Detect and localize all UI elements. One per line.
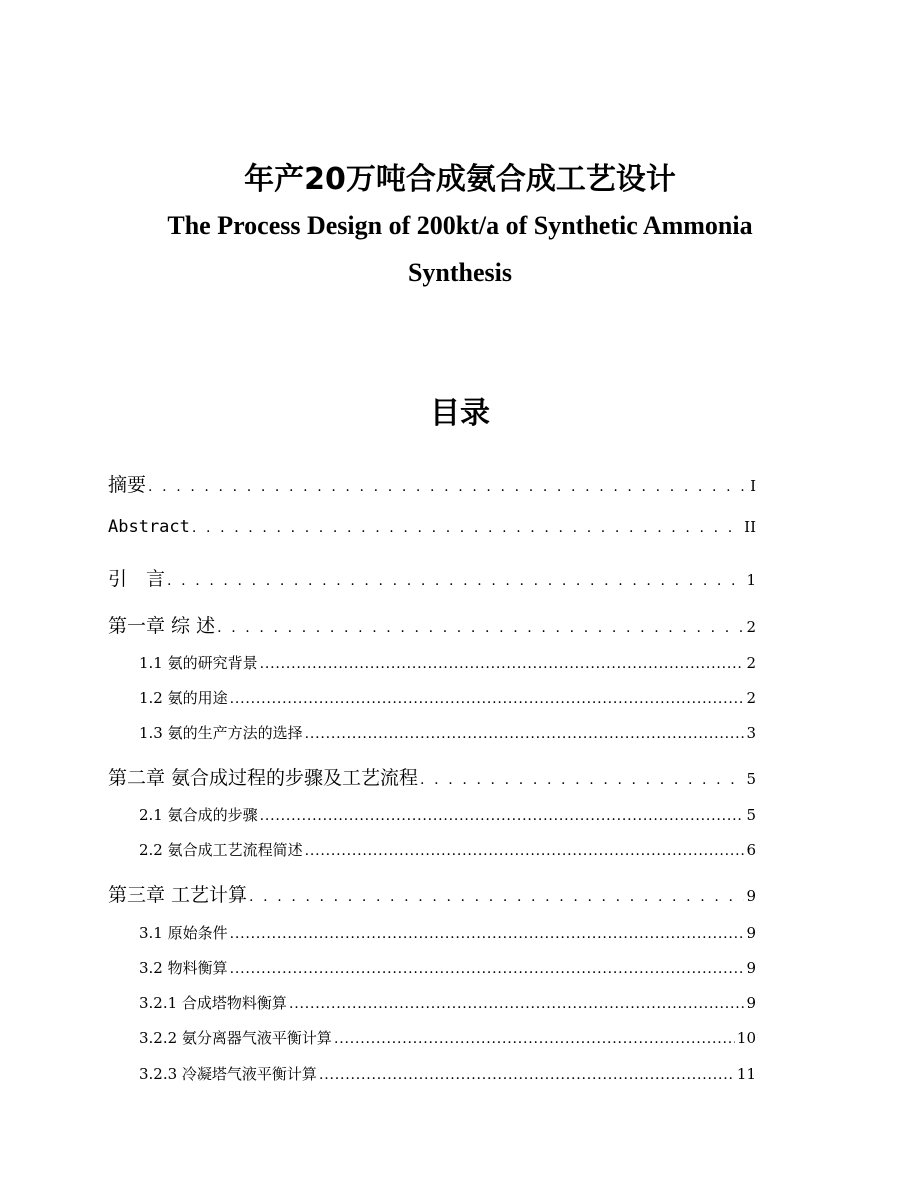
toc-entry-label: 3.2 物料衡算 [139, 959, 228, 977]
toc-leader-dots [305, 726, 745, 742]
toc-entry-2-2[interactable] [139, 839, 756, 865]
document-title-english-line1: The Process Design of 200kt/a of Synthetic Ammonia [167, 211, 753, 240]
toc-entry-label: 第二章 氨合成过程的步骤及工艺流程 [108, 767, 419, 789]
toc-entry-label: 摘要 [108, 474, 147, 496]
toc-leader-dots [420, 772, 744, 788]
toc-leader-dots [230, 926, 745, 942]
toc-entry-chapter-1[interactable] [108, 611, 756, 637]
toc-entry-label: 第一章 综 述 [108, 615, 216, 637]
toc-entry-2-1[interactable] [139, 804, 756, 830]
toc-entry-3-2-1[interactable] [139, 992, 756, 1018]
toc-entry-page: 6 [746, 841, 756, 859]
toc-entry-label: 3.2.3 冷凝塔气液平衡计算 [139, 1065, 317, 1083]
toc-entry-page: I [750, 477, 756, 495]
toc-leader-dots [305, 843, 745, 859]
toc-entry-3-2-3[interactable] [139, 1063, 756, 1089]
toc-entry-chapter-2[interactable] [108, 763, 756, 789]
toc-leader-dots [230, 961, 745, 977]
toc-entry-label: 1.1 氨的研究背景 [139, 654, 258, 672]
toc-entry-label: 2.2 氨合成工艺流程简述 [139, 841, 303, 859]
toc-entry-page: 1 [746, 571, 756, 589]
toc-entry-abstract-zh[interactable] [108, 470, 756, 496]
toc-entry-label: 第三章 工艺计算 [108, 884, 248, 906]
toc-entry-3-2[interactable] [139, 957, 756, 983]
toc-leader-dots [249, 889, 744, 905]
toc-entry-1-3[interactable] [139, 722, 756, 748]
toc-entry-label: 3.2.1 合成塔物料衡算 [139, 994, 287, 1012]
toc-leader-dots [289, 996, 745, 1012]
toc-entry-1-2[interactable] [139, 687, 756, 713]
toc-leader-dots [217, 620, 744, 636]
toc-entry-page: 5 [746, 806, 756, 824]
toc-entry-page: 10 [736, 1029, 756, 1047]
toc-entry-chapter-3[interactable] [108, 880, 756, 906]
toc-entry-page: 9 [746, 887, 756, 905]
toc-leader-dots [148, 479, 748, 495]
toc-entry-label: 3.2.2 氨分离器气液平衡计算 [139, 1029, 332, 1047]
toc-entry-page: II [744, 518, 756, 536]
toc-leader-dots [260, 808, 745, 824]
document-title-english-line2: Synthesis [407, 258, 513, 287]
toc-entry-label: 3.1 原始条件 [139, 924, 228, 942]
toc-entry-introduction[interactable] [108, 564, 756, 590]
toc-entry-page: 2 [746, 654, 756, 672]
toc-leader-dots [260, 656, 745, 672]
toc-entry-page: 2 [746, 618, 756, 636]
toc-leader-dots [319, 1067, 735, 1083]
toc-entry-3-1[interactable] [139, 922, 756, 948]
toc-leader-dots [334, 1031, 735, 1047]
toc-leader-dots [230, 691, 745, 707]
toc-entry-page: 9 [746, 924, 756, 942]
toc-entry-page: 9 [746, 994, 756, 1012]
toc-entry-label: 1.3 氨的生产方法的选择 [139, 724, 303, 742]
toc-entry-abstract-en[interactable] [108, 517, 756, 543]
toc-entry-label: 1.2 氨的用途 [139, 689, 228, 707]
toc-heading: 目录 [430, 396, 490, 431]
toc-leader-dots [192, 520, 742, 536]
toc-entry-label: Abstract [108, 517, 190, 537]
document-title-chinese: 年产20万吨合成氨合成工艺设计 [244, 162, 676, 197]
toc-entry-page: 5 [746, 770, 756, 788]
toc-entry-label: 引 言 [108, 568, 166, 590]
toc-entry-page: 9 [746, 959, 756, 977]
toc-leader-dots [167, 573, 744, 589]
toc-entry-page: 3 [746, 724, 756, 742]
toc-entry-page: 11 [736, 1065, 756, 1083]
toc-entry-1-1[interactable] [139, 652, 756, 678]
toc-entry-page: 2 [746, 689, 756, 707]
toc-entry-3-2-2[interactable] [139, 1027, 756, 1053]
toc-entry-label: 2.1 氨合成的步骤 [139, 806, 258, 824]
